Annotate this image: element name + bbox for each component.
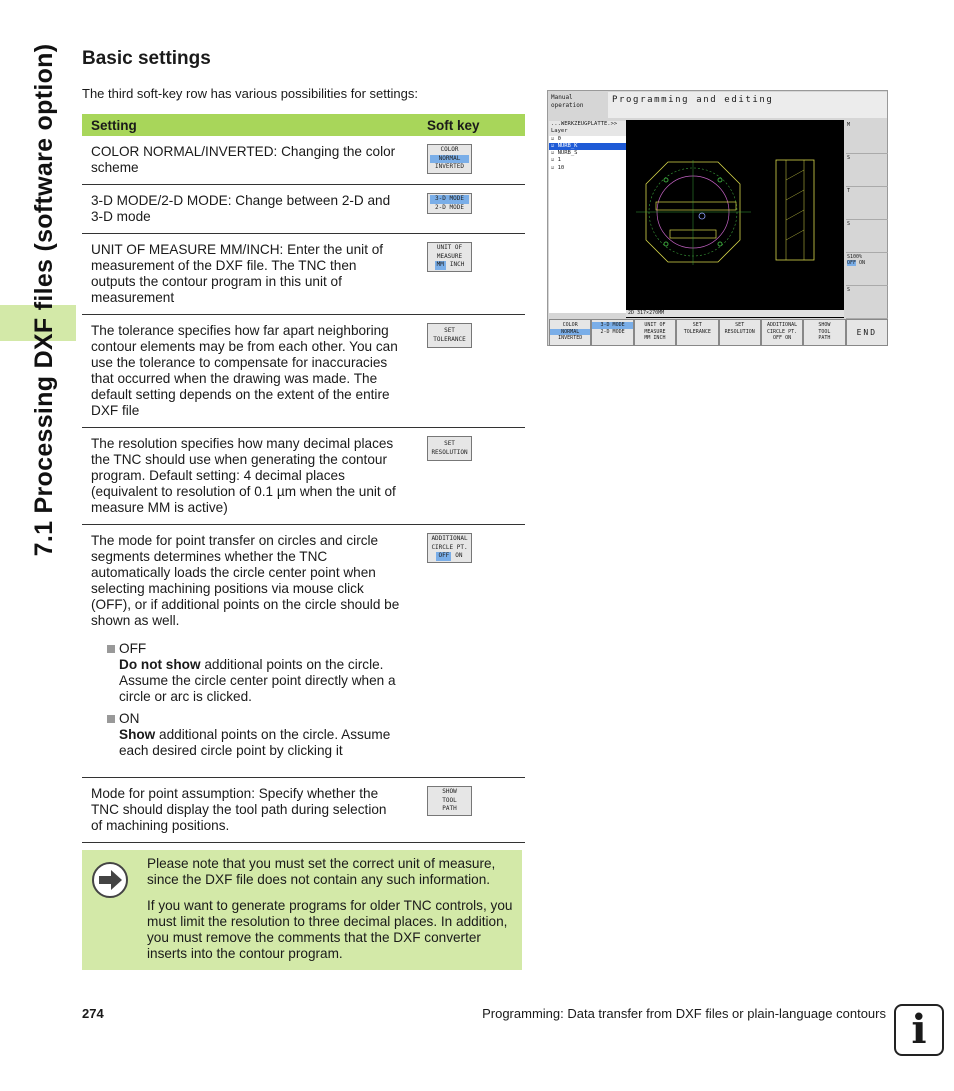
dxf-drawing-view[interactable]	[626, 120, 844, 318]
table-row	[82, 234, 525, 315]
footer-text: Programming: Data transfer from DXF files or plain-language contours	[482, 1006, 886, 1021]
softkey-feed-override[interactable]: S100% OFF ON	[846, 253, 888, 286]
softkey-m[interactable]: M	[846, 121, 888, 154]
table-row	[82, 428, 525, 525]
screen-softkey-resolution[interactable]: SET RESOLUTION	[719, 319, 761, 346]
page-number: 274	[82, 1006, 104, 1021]
option-on: ON Show additional points on the circle. Assume each desired circle point by clicking it	[91, 711, 400, 759]
softkey-set-tolerance[interactable]: SET TOLERANCE	[427, 323, 472, 348]
screen-softkey-unit[interactable]: UNIT OF MEASURE MM INCH	[634, 319, 676, 346]
row-description: The resolution specifies how many decimal places the TNC should use when generating the contour program. Default setting: 4 decimal places (equivalent to resolution of 0.1 µm when the unit of measure MM is active)	[82, 428, 409, 525]
note-paragraph-1: Please note that you must set the correct unit of measure, since the DXF file does not contain any such information.	[147, 856, 496, 887]
layer-tree[interactable]: ...WERKZEUGPLATTE.>> Layer ☑ 0 ☑ NURB_K ☑ NURB_S ☑ 1 ☑ 10	[549, 121, 626, 313]
softkey-s-minus[interactable]: S	[846, 286, 888, 319]
row-description: 3-D MODE/2-D MODE: Change between 2-D and 3-D mode	[82, 185, 409, 234]
drawing-status: 2D 317×270MM	[626, 310, 844, 317]
table-row	[82, 778, 525, 843]
screen-softkey-3d[interactable]: 3-D MODE 2-D MODE	[591, 319, 633, 346]
tnc-screen	[547, 90, 888, 346]
option-off: OFF Do not show additional points on the circle. Assume the circle center point directly when a circle or arc is clicked.	[91, 641, 400, 705]
row-description: UNIT OF MEASURE MM/INCH: Enter the unit of measurement of the DXF file. The TNC then outputs the contour program in this unit of measurement	[82, 234, 409, 315]
screen-softkey-tool-path[interactable]: SHOW TOOL PATH	[803, 319, 845, 346]
row-description: The mode for point transfer on circles and circle segments determines whether the TNC automatically loads the circle center point when selecting machining positions via mouse click (OFF), or if additional points on the circle should be shown as well.	[91, 533, 400, 628]
bullet-marker	[107, 645, 115, 653]
dxf-drawing	[626, 120, 844, 310]
screen-header: Programming and editing	[608, 92, 887, 118]
row-description: Mode for point assumption: Specify whether the TNC should display the tool path during selection of machining positions.	[82, 778, 409, 843]
header-setting: Setting	[82, 114, 409, 136]
operating-mode: Manual operation	[551, 94, 584, 109]
section-intro: The third soft-key row has various possibilities for settings:	[82, 86, 418, 101]
table-row	[82, 315, 525, 428]
arrow-right-icon	[92, 862, 128, 898]
screen-softkey-circle-pt[interactable]: ADDITIONAL CIRCLE PT. OFF ON	[761, 319, 803, 346]
softkey-color[interactable]: COLOR NORMAL INVERTED	[427, 144, 472, 174]
table-row	[82, 136, 525, 185]
softkey-s-plus[interactable]: S	[846, 220, 888, 253]
section-title: Basic settings	[82, 48, 211, 69]
screen-softkey-color[interactable]: COLOR NORMAL INVERTED	[549, 319, 591, 346]
row-description: COLOR NORMAL/INVERTED: Changing the color scheme	[82, 136, 409, 185]
table-row	[82, 525, 525, 778]
softkey-additional-circle-pt[interactable]: ADDITIONAL CIRCLE PT. OFF ON	[427, 533, 472, 563]
row-description: The tolerance specifies how far apart neighboring contour elements may be from each other. You can use the tolerance to compensate for inaccuracies that occurred when the drawing was made. The default setting depends on the extent of the entire DXF file	[82, 315, 409, 428]
note-paragraph-2: If you want to generate programs for older TNC controls, you must limit the resolution to three decimal places. In addition, you must remove the comments that the DXF converter inserts into the contour program.	[147, 898, 513, 961]
table-row	[82, 185, 525, 234]
softkey-set-resolution[interactable]: SET RESOLUTION	[427, 436, 472, 461]
softkey-3d-mode[interactable]: 3-D MODE 2-D MODE	[427, 193, 472, 214]
screen-softkey-row	[549, 319, 888, 346]
softkey-unit-of-measure[interactable]: UNIT OF MEASURE MM INCH	[427, 242, 472, 272]
right-softkey-bar	[846, 121, 888, 317]
screen-softkey-tolerance[interactable]: SET TOLERANCE	[676, 319, 718, 346]
info-icon: i	[894, 1004, 944, 1056]
header-softkey: Soft key	[409, 114, 525, 136]
screen-softkey-end[interactable]: END	[846, 319, 888, 346]
chapter-side-title: 7.1 Processing DXF files (software option)	[30, 43, 58, 557]
bullet-marker	[107, 715, 115, 723]
settings-table	[82, 114, 525, 843]
softkey-show-tool-path[interactable]: SHOW TOOL PATH	[427, 786, 472, 816]
softkey-t[interactable]: T	[846, 187, 888, 220]
note-box	[82, 850, 522, 970]
softkey-s[interactable]: S	[846, 154, 888, 187]
